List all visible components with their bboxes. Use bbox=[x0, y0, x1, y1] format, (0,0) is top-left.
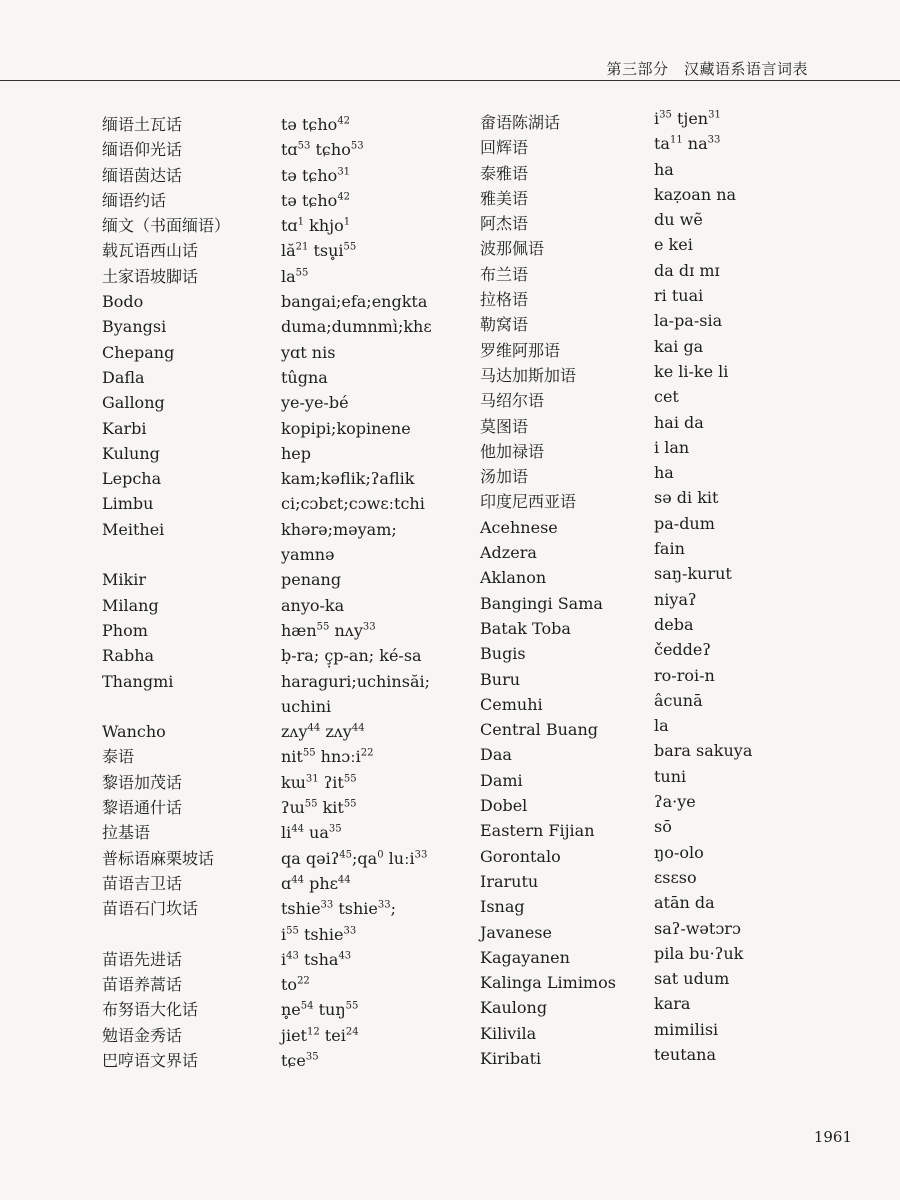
word-list-entry: ke li-ke li bbox=[654, 361, 729, 381]
word-list-entry: Bangingi Sama bbox=[480, 593, 603, 613]
word-list-entry: 巴哼语文界话 bbox=[102, 1050, 199, 1070]
word-list-entry: $lă^{21}$ $tsu̥i^{55}$ bbox=[281, 241, 357, 261]
word-list-entry: saŋ-kurut bbox=[654, 564, 732, 584]
word-list-entry: Dami bbox=[480, 770, 523, 790]
word-list-entry: uchini bbox=[281, 696, 332, 716]
word-list-entry: nit$^{55}$ hnɔːi$^{22}$ bbox=[281, 747, 374, 767]
word-list-entry: haraguri;uchinsăi; bbox=[281, 671, 430, 691]
header-rule bbox=[0, 80, 900, 81]
word-list-entry: zʌy$^{44}$ zʌy$^{44}$ bbox=[281, 722, 365, 742]
word-list-entry: ha bbox=[654, 159, 674, 179]
word-list-entry: teutana bbox=[654, 1044, 717, 1064]
word-list-entry: Byangsi bbox=[102, 317, 167, 337]
word-list-entry: Javanese bbox=[480, 922, 552, 942]
word-list-entry: Lepcha bbox=[102, 469, 162, 489]
word-list-entry: Kulung bbox=[102, 443, 160, 463]
word-list-entry: saʔ-wətɔrɔ bbox=[654, 918, 741, 938]
word-list-entry: fain bbox=[654, 539, 685, 559]
word-list-entry: kai ga bbox=[654, 336, 704, 356]
word-list-entry: Meithei bbox=[102, 519, 165, 539]
word-list-entry: kopipi;kopinene bbox=[281, 418, 411, 438]
word-list-entry: bangai;efa;engkta bbox=[281, 292, 428, 312]
right-language-column bbox=[480, 110, 650, 1071]
word-list-entry: 汤加语 bbox=[480, 467, 529, 487]
word-list-entry: tɑ$^{53}$ tɕho$^{53}$ bbox=[281, 140, 364, 160]
word-list-entry: e kei bbox=[654, 235, 693, 255]
word-list-entry: Batak Toba bbox=[480, 618, 571, 638]
word-list-entry: duma;dumnmì;khɛ bbox=[281, 317, 432, 337]
word-list-entry: Kalinga Limimos bbox=[480, 973, 616, 993]
word-list-entry: 莫图语 bbox=[480, 416, 529, 436]
word-list-entry: 黎语加茂话 bbox=[102, 772, 183, 792]
word-list-entry: ʔɯ$^{55}$ kit$^{55}$ bbox=[281, 798, 357, 818]
word-list-entry: sə di kit bbox=[654, 488, 719, 508]
word-list-entry: $i^{35}$ tjen$^{31}$ bbox=[654, 109, 721, 128]
word-list-entry: Daa bbox=[480, 745, 512, 765]
word-list-entry: ci;cɔbɛt;cɔwɛːtchi bbox=[281, 494, 425, 514]
word-list-entry bbox=[102, 922, 272, 947]
word-list-entry: 拉基语 bbox=[102, 823, 151, 843]
word-list-entry: tɕe$^{35}$ bbox=[281, 1050, 319, 1070]
word-list-entry: $li^{44}$ $ua^{35}$ bbox=[281, 823, 342, 843]
word-list-entry: Kilivila bbox=[480, 1023, 537, 1043]
word-list-entry: kaẓoan na bbox=[654, 184, 737, 204]
word-list-entry: khərə;məyam; bbox=[281, 519, 397, 539]
word-list-entry: ye-ye-bé bbox=[281, 393, 349, 413]
word-list-entry: Bodo bbox=[102, 292, 144, 312]
header-title: 第三部分 汉藏语系语言词表 bbox=[606, 60, 808, 78]
word-list-entry: Milang bbox=[102, 595, 159, 615]
word-list-entry: $i^{43}$ tsha$^{43}$ bbox=[281, 949, 352, 969]
page-number: 1961 bbox=[813, 1128, 852, 1146]
word-list-entry: $n̥e^{54}$ tuŋ$^{55}$ bbox=[281, 1000, 359, 1020]
word-list-entry: 缅语仰光话 bbox=[102, 140, 183, 160]
word-list-entry: da dɪ mɪ bbox=[654, 260, 720, 280]
word-list-entry: la-pa-sia bbox=[654, 311, 723, 331]
word-list-entry: 雅美语 bbox=[480, 188, 529, 208]
word-list-entry: 普标语麻栗坡话 bbox=[102, 848, 215, 868]
word-list-entry: Phom bbox=[102, 620, 148, 640]
word-list-entry: sō bbox=[654, 817, 672, 837]
word-list-entry: pa-dum bbox=[654, 513, 715, 533]
word-list-entry: tɑ$^1$ khjo$^1$ bbox=[281, 216, 351, 236]
word-list-entry: 泰语 bbox=[102, 747, 135, 767]
word-list-entry: 马达加斯加语 bbox=[480, 365, 577, 385]
word-list-entry: Kagayanen bbox=[480, 947, 570, 967]
word-list-entry: 苗语吉卫话 bbox=[102, 873, 183, 893]
word-list-entry: tə tɕho$^{31}$ bbox=[281, 165, 351, 185]
word-list-entry: 土家语坡脚话 bbox=[102, 266, 199, 286]
word-list-entry: 苗语石门坎话 bbox=[102, 899, 199, 919]
word-list-entry: Acehnese bbox=[480, 517, 558, 537]
word-list-entry: hep bbox=[281, 443, 312, 463]
word-list-entry: Central Buang bbox=[480, 720, 598, 740]
word-list-entry: Mikir bbox=[102, 570, 146, 590]
word-list-entry: Thangmi bbox=[102, 671, 174, 691]
word-list-entry bbox=[102, 694, 272, 719]
word-list-entry: Bugis bbox=[480, 644, 526, 664]
word-list-entry: Buru bbox=[480, 669, 521, 689]
word-list-entry: kɯ$^{31}$ ʔit$^{55}$ bbox=[281, 772, 357, 792]
word-list-entry: hai da bbox=[654, 412, 704, 432]
word-list-entry: 他加禄语 bbox=[480, 441, 545, 461]
word-list-entry: ʔa·ye bbox=[654, 792, 696, 812]
word-list-entry: Kiribati bbox=[480, 1048, 542, 1068]
word-list-entry: 回辉语 bbox=[480, 138, 529, 158]
word-list-entry: anyo-ka bbox=[281, 595, 345, 615]
word-list-entry: i lan bbox=[654, 437, 690, 457]
word-list-entry: Gorontalo bbox=[480, 846, 561, 866]
word-list-entry: $to^{22}$ bbox=[281, 975, 310, 995]
word-list-entry: niyaʔ bbox=[654, 589, 697, 609]
word-list-entry: 马绍尔语 bbox=[480, 391, 545, 411]
word-list-entry: mimilisi bbox=[654, 1019, 719, 1039]
word-list-entry: Eastern Fijian bbox=[480, 821, 595, 841]
word-list-entry: âcunā bbox=[654, 690, 703, 710]
word-list-entry: penang bbox=[281, 570, 342, 590]
word-list-entry: kam;kəflik;ʔaflik bbox=[281, 469, 415, 489]
word-list-entry: 苗语先进话 bbox=[102, 949, 183, 969]
word-list-entry: 缅文（书面缅语） bbox=[102, 216, 231, 236]
word-list-entry: cet bbox=[654, 387, 679, 407]
word-list-entry: 泰雅语 bbox=[480, 163, 529, 183]
word-list-entry: bara sakuya bbox=[654, 741, 753, 761]
word-list-entry: $i^{55}$ tshie$^{33}$ bbox=[281, 924, 357, 944]
word-list-entry: čeddeʔ bbox=[654, 640, 711, 660]
word-list-entry: 载瓦语西山话 bbox=[102, 241, 199, 261]
word-list-entry: 缅语土瓦话 bbox=[102, 115, 183, 134]
word-list-entry: kara bbox=[654, 994, 691, 1014]
word-list-entry: ɛsɛso bbox=[654, 867, 697, 887]
word-list-entry: Kaulong bbox=[480, 998, 548, 1018]
word-list-entry: 勉语金秀话 bbox=[102, 1025, 183, 1045]
word-list-entry: ŋo-olo bbox=[654, 842, 704, 862]
word-list-entry: 布努语大化话 bbox=[102, 1000, 199, 1020]
word-list-entry: 勒窝语 bbox=[480, 315, 529, 335]
left-language-column bbox=[102, 112, 272, 1073]
word-list-entry: ha bbox=[654, 463, 674, 483]
word-list-entry: 波那佩语 bbox=[480, 239, 545, 259]
word-list-entry: Rabha bbox=[102, 646, 155, 666]
word-list-entry: $la^{55}$ bbox=[281, 266, 309, 286]
word-list-entry bbox=[102, 542, 272, 567]
word-list-entry: Aklanon bbox=[480, 568, 547, 588]
word-list-entry: 缅语约话 bbox=[102, 190, 167, 210]
word-list-entry: atān da bbox=[654, 893, 715, 913]
word-list-entry: Dafla bbox=[102, 367, 145, 387]
word-list-entry: 苗语养蒿话 bbox=[102, 975, 183, 995]
word-list-entry: deba bbox=[654, 614, 694, 634]
word-list-entry: Irarutu bbox=[480, 871, 539, 891]
word-list-entry: Chepang bbox=[102, 342, 175, 362]
word-list-entry: jiet$^{12}$ tei$^{24}$ bbox=[281, 1025, 359, 1045]
word-list-entry: du wẽ bbox=[654, 210, 703, 230]
word-list-entry: $ta^{11}$ $na^{33}$ bbox=[654, 134, 721, 154]
word-list-entry: Gallong bbox=[102, 393, 165, 413]
word-list-entry: yamnə bbox=[281, 545, 335, 565]
word-list-entry: sat udum bbox=[654, 969, 730, 989]
word-list-entry: ḅ-ra; ç̣p-an; ké-sa bbox=[281, 646, 422, 666]
word-list-entry: ro-roi-n bbox=[654, 665, 715, 685]
word-list-entry: Limbu bbox=[102, 494, 154, 514]
word-list-entry: Adzera bbox=[480, 543, 537, 563]
right-form-column bbox=[654, 106, 854, 1067]
word-list-entry: Karbi bbox=[102, 418, 147, 438]
word-list-entry: qa $qəiʔ^{45};qa^0$ luːi$^{33}$ bbox=[281, 848, 428, 868]
word-list-entry: 阿杰语 bbox=[480, 214, 529, 234]
word-list-entry: Isnag bbox=[480, 897, 525, 917]
word-list-entry: Dobel bbox=[480, 796, 528, 816]
word-list-entry: 缅语茵达话 bbox=[102, 165, 183, 185]
left-form-column bbox=[281, 112, 471, 1073]
word-list-entry: tə tɕho$^{42}$ bbox=[281, 190, 351, 210]
word-list-entry: la bbox=[654, 716, 669, 736]
running-header bbox=[0, 52, 900, 82]
word-list-entry: tə tɕho$^{42}$ bbox=[281, 115, 351, 134]
word-list-entry: 印度尼西亚语 bbox=[480, 492, 577, 512]
word-list-entry: Wancho bbox=[102, 722, 166, 742]
word-list-entry: hæn$^{55}$ nʌy$^{33}$ bbox=[281, 620, 376, 640]
word-list-entry: 布兰语 bbox=[480, 264, 529, 284]
word-list-entry: ɑ$^{44}$ phɛ$^{44}$ bbox=[281, 873, 351, 893]
word-list-entry: yɑt nis bbox=[281, 342, 336, 362]
word-list-entry: 畲语陈湖话 bbox=[480, 113, 561, 132]
word-list-entry: pila bu·ʔuk bbox=[654, 943, 744, 963]
word-list-entry: tûgna bbox=[281, 367, 328, 387]
word-list-entry: tuni bbox=[654, 766, 687, 786]
word-list-entry: 黎语通什话 bbox=[102, 798, 183, 818]
word-list-entry: tshie$^{33}$ tshie$^{33}$; bbox=[281, 899, 397, 919]
word-list-entry: 罗维阿那语 bbox=[480, 340, 561, 360]
word-list-entry: 拉格语 bbox=[480, 290, 529, 310]
word-list-entry: ri tuai bbox=[654, 286, 704, 306]
word-list-entry: Cemuhi bbox=[480, 694, 543, 714]
